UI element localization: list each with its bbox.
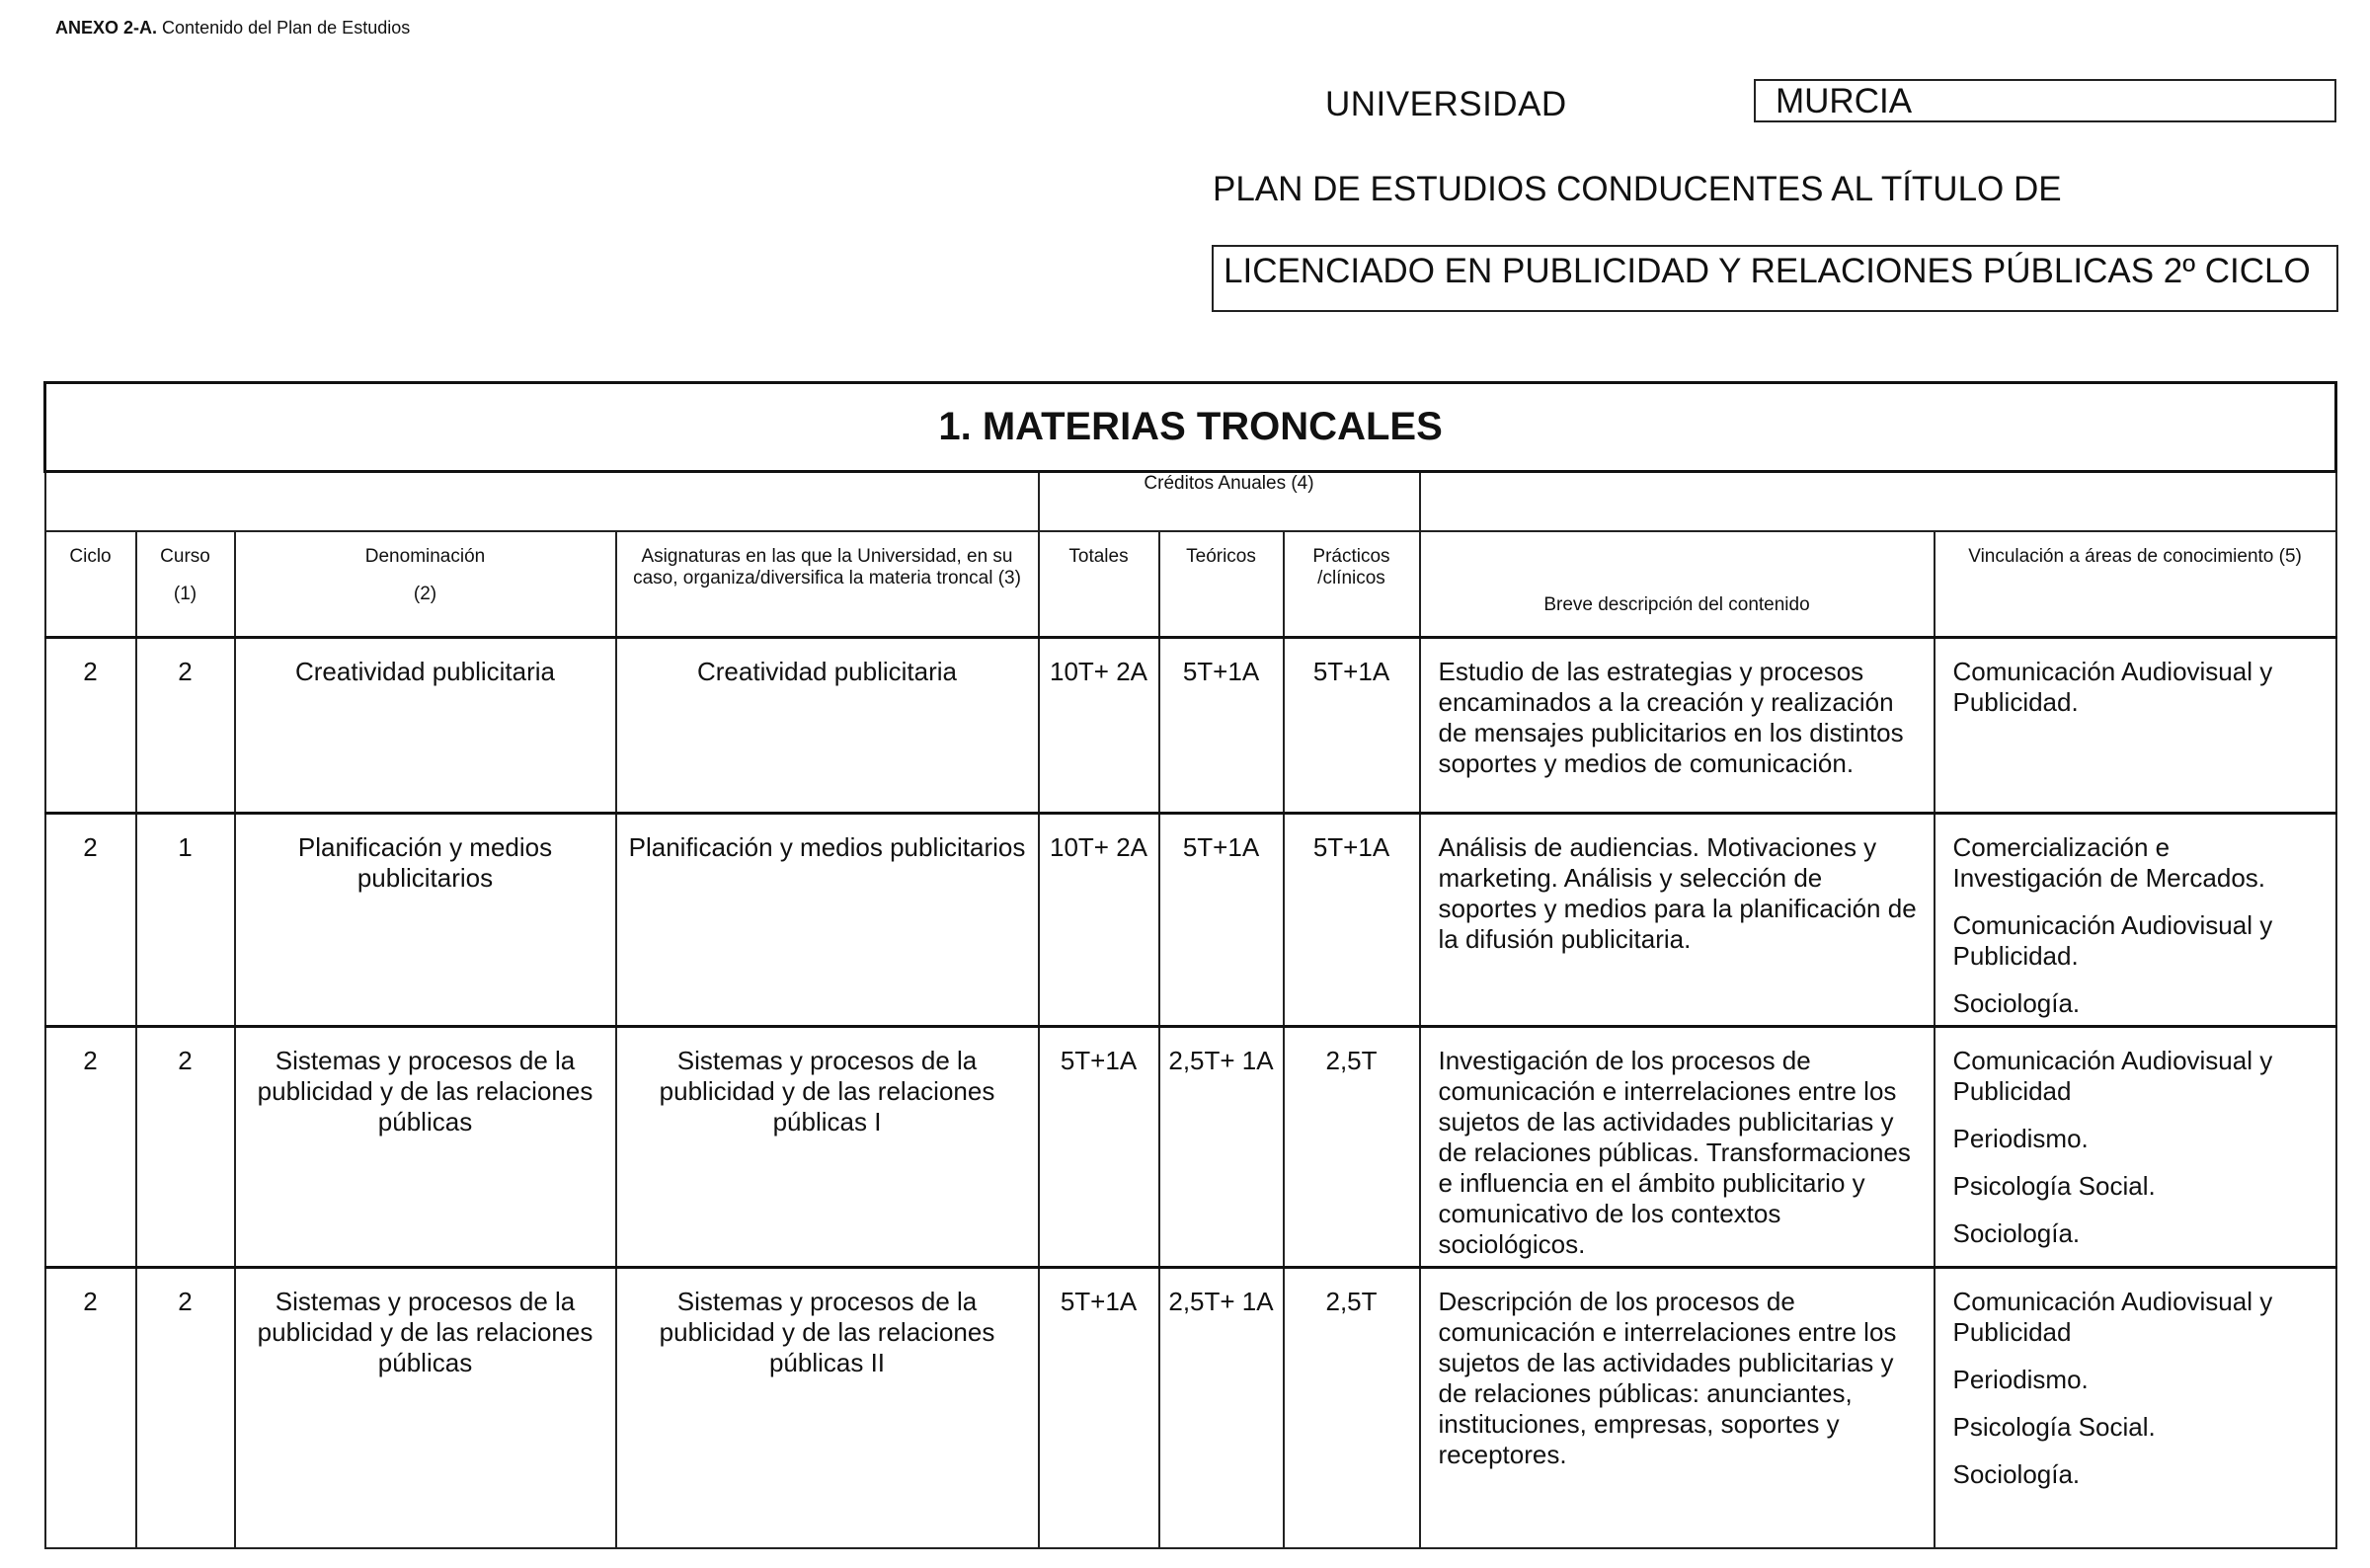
col-header-teoricos: Teóricos [1159, 531, 1284, 638]
header-group-empty-right [1420, 472, 2336, 531]
curso-note: (1) [173, 583, 198, 604]
university-value-box: MURCIA [1754, 79, 2336, 122]
table-row [45, 1268, 2336, 1548]
col-header-asignaturas: Asignaturas en las que la Universidad, en su caso, organiza/diversifica la materia troncal (3) [616, 531, 1039, 638]
table-row [45, 638, 2336, 814]
area-item: Periodismo. [1952, 1365, 2089, 1394]
cell-denominacion: Sistemas y procesos de la publicidad y de las relaciones públicas [235, 1268, 616, 1548]
cell-ciclo: 2 [45, 814, 136, 1027]
area-item: Psicología Social. [1952, 1171, 2156, 1201]
column-header-row [45, 531, 2336, 638]
cell-descripcion: Descripción de los procesos de comunicación e interrelaciones entre los sujetos de las actividades publicitarias y de relaciones públicas: anunciantes, instituciones, empresas, soportes y receptores. [1420, 1268, 1935, 1548]
cell-denominacion: Sistemas y procesos de la publicidad y de las relaciones públicas [235, 1027, 616, 1268]
cell-teoricos: 2,5T+ 1A [1159, 1268, 1284, 1548]
cell-curso: 2 [136, 1027, 235, 1268]
university-label: UNIVERSIDAD [1325, 85, 1567, 123]
cell-descripcion: Investigación de los procesos de comunicación e interrelaciones entre los sujetos de las actividades publicitarias y de relaciones públicas. Transformaciones e influencia en el ámbito publicitario y comunicativo de los contextos sociológicos. [1420, 1027, 1935, 1268]
denominacion-note: (2) [413, 583, 437, 604]
cell-totales: 10T+ 2A [1039, 638, 1159, 814]
col-header-denominacion [235, 531, 616, 638]
plan-label: PLAN DE ESTUDIOS CONDUCENTES AL TÍTULO DE [1213, 170, 2062, 208]
table-row [45, 1027, 2336, 1268]
cell-curso: 1 [136, 814, 235, 1027]
cell-descripcion: Estudio de las estrategias y procesos encaminados a la creación y realización de mensajes publicitarios en los distintos soportes y medios de comunicación. [1420, 638, 1935, 814]
cell-asignaturas: Creatividad publicitaria [616, 638, 1039, 814]
cell-asignaturas: Planificación y medios publicitarios [616, 814, 1039, 1027]
area-item: Sociología. [1952, 1459, 2081, 1489]
header-group-empty-left [45, 472, 1039, 531]
denominacion-label: Denominación [364, 545, 486, 567]
area-item: Comercialización e Investigación de Mercados. [1952, 832, 2266, 893]
ciclo-label: Ciclo [69, 545, 112, 567]
col-header-vinculacion: Vinculación a áreas de conocimiento (5) [1935, 531, 2336, 638]
cell-totales: 5T+1A [1039, 1268, 1159, 1548]
header-group-row [45, 472, 2336, 531]
cell-teoricos: 5T+1A [1159, 814, 1284, 1027]
area-item: Comunicación Audiovisual y Publicidad [1952, 1287, 2273, 1347]
cell-ciclo: 2 [45, 638, 136, 814]
annex-subtitle: Contenido del Plan de Estudios [162, 18, 411, 38]
cell-vinculacion [1935, 638, 2336, 814]
curso-label: Curso [160, 545, 210, 567]
cell-denominacion: Creatividad publicitaria [235, 638, 616, 814]
cell-asignaturas: Sistemas y procesos de la publicidad y de las relaciones públicas I [616, 1027, 1039, 1268]
credits-group-header: Créditos Anuales (4) [1039, 472, 1420, 531]
cell-teoricos: 2,5T+ 1A [1159, 1027, 1284, 1268]
table-row [45, 814, 2336, 1027]
cell-descripcion: Análisis de audiencias. Motivaciones y marketing. Análisis y selección de soportes y medios para la planificación de la difusión publicitaria. [1420, 814, 1935, 1027]
materias-table [43, 381, 2337, 1549]
section-title: 1. MATERIAS TRONCALES [45, 383, 2336, 472]
cell-practicos: 5T+1A [1284, 814, 1420, 1027]
cell-vinculacion [1935, 814, 2336, 1027]
col-header-curso [136, 531, 235, 638]
col-header-ciclo [45, 531, 136, 638]
cell-ciclo: 2 [45, 1027, 136, 1268]
area-item: Sociología. [1952, 988, 2081, 1018]
cell-asignaturas: Sistemas y procesos de la publicidad y de las relaciones públicas II [616, 1268, 1039, 1548]
cell-practicos: 2,5T [1284, 1027, 1420, 1268]
annex-header [55, 18, 410, 39]
area-item: Comunicación Audiovisual y Publicidad [1952, 1046, 2273, 1106]
cell-practicos: 5T+1A [1284, 638, 1420, 814]
cell-vinculacion [1935, 1268, 2336, 1548]
area-item: Comunicación Audiovisual y Publicidad. [1952, 657, 2273, 717]
cell-ciclo: 2 [45, 1268, 136, 1548]
area-item: Sociología. [1952, 1218, 2081, 1248]
cell-vinculacion [1935, 1027, 2336, 1268]
col-header-descripcion: Breve descripción del contenido [1420, 531, 1935, 638]
annex-code: ANEXO 2-A. [55, 18, 158, 38]
col-header-practicos: Prácticos /clínicos [1284, 531, 1420, 638]
cell-curso: 2 [136, 1268, 235, 1548]
area-item: Psicología Social. [1952, 1412, 2156, 1442]
cell-denominacion: Planificación y medios publicitarios [235, 814, 616, 1027]
cell-totales: 5T+1A [1039, 1027, 1159, 1268]
area-item: Periodismo. [1952, 1124, 2089, 1153]
cell-totales: 10T+ 2A [1039, 814, 1159, 1027]
col-header-totales: Totales [1039, 531, 1159, 638]
degree-title-box: LICENCIADO EN PUBLICIDAD Y RELACIONES PÚBLICAS 2º CICLO [1212, 245, 2338, 312]
cell-curso: 2 [136, 638, 235, 814]
cell-practicos: 2,5T [1284, 1268, 1420, 1548]
cell-teoricos: 5T+1A [1159, 638, 1284, 814]
area-item: Comunicación Audiovisual y Publicidad. [1952, 910, 2273, 971]
